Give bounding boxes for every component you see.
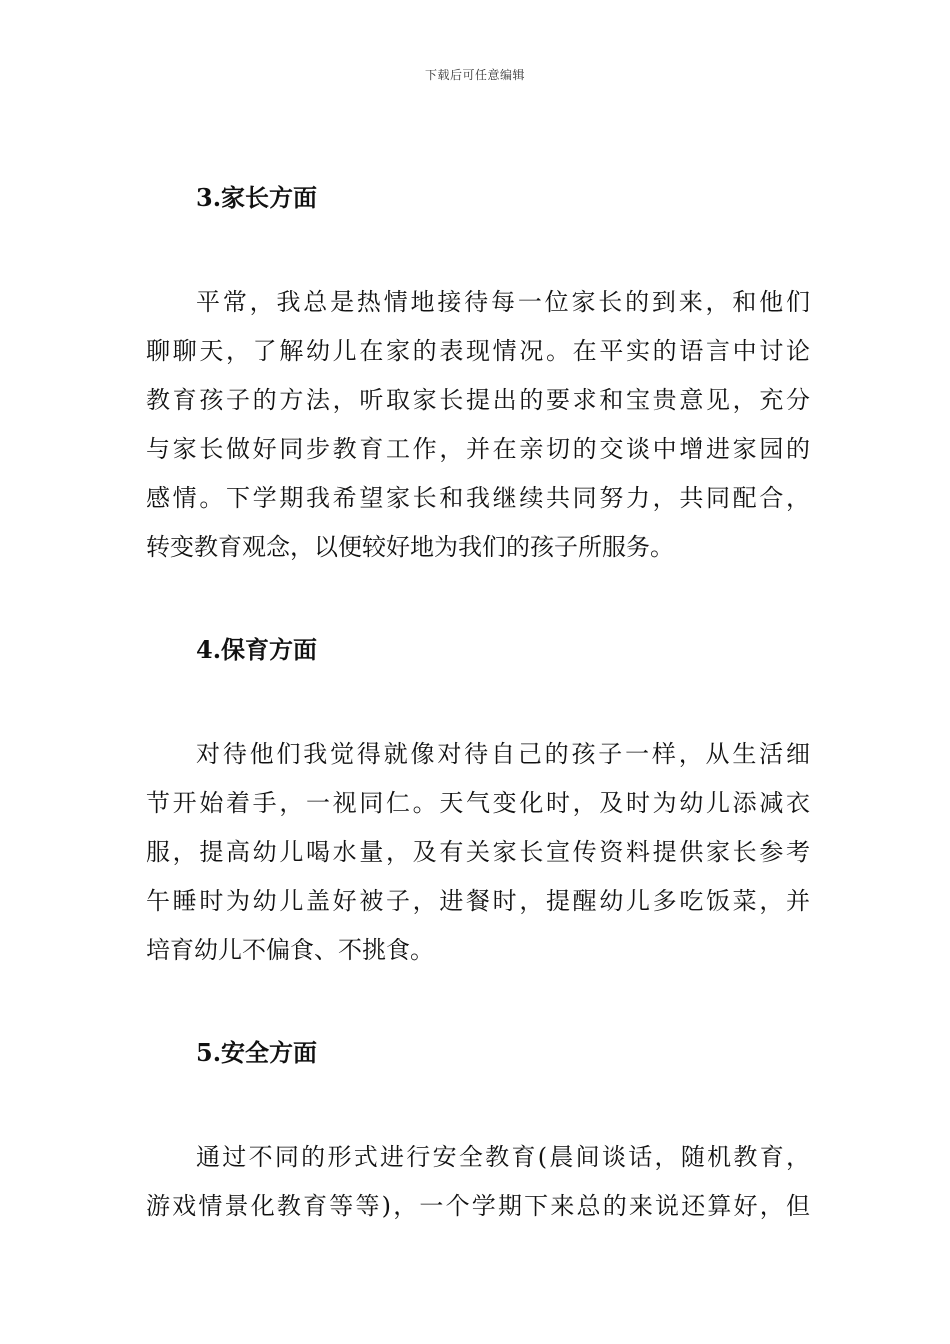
paragraph-childcare [146,730,810,975]
spacer [146,1073,810,1133]
section-heading-3: 3.家长方面 [196,183,318,212]
paragraph-line: 与家长做好同步教育工作，并在亲切的交谈中增进家园的 [146,435,810,463]
paragraph-line: 午睡时为幼儿盖好被子，进餐时，提醒幼儿多吃饭菜，并 [146,887,810,915]
section-heading-4: 4.保育方面 [196,635,318,664]
document-body [146,178,810,1231]
paragraph-line: 感情。下学期我希望家长和我继续共同努力，共同配合， [146,484,810,512]
paragraph-line: 培育幼儿不偏食、不挑食。 [146,936,434,964]
paragraph-line: 平常，我总是热情地接待每一位家长的到来，和他们 [196,288,810,316]
spacer [146,975,810,1033]
paragraph-line: 聊聊天，了解幼儿在家的表现情况。在平实的语言中讨论 [146,337,810,365]
paragraph-line: 转变教育观念，以便较好地为我们的孩子所服务。 [146,533,674,561]
header-note: 下载后可任意编辑 [424,68,525,82]
paragraph-line: 对待他们我觉得就像对待自己的孩子一样，从生活细 [196,740,810,768]
paragraph-line: 通过不同的形式进行安全教育(晨间谈话，随机教育， [196,1143,810,1171]
paragraph-line: 游戏情景化教育等等)，一个学期下来总的来说还算好，但 [146,1192,810,1220]
paragraph-parent-relations [146,278,810,572]
spacer [146,218,810,278]
section-heading-5: 5.安全方面 [196,1038,318,1067]
paragraph-line: 服，提高幼儿喝水量，及有关家长宣传资料提供家长参考 [146,838,810,866]
paragraph-line: 教育孩子的方法，听取家长提出的要求和宝贵意见，充分 [146,386,810,414]
spacer [146,572,810,630]
paragraph-line: 节开始着手，一视同仁。天气变化时，及时为幼儿添减衣 [146,789,810,817]
paragraph-safety [146,1133,810,1231]
spacer [146,670,810,730]
